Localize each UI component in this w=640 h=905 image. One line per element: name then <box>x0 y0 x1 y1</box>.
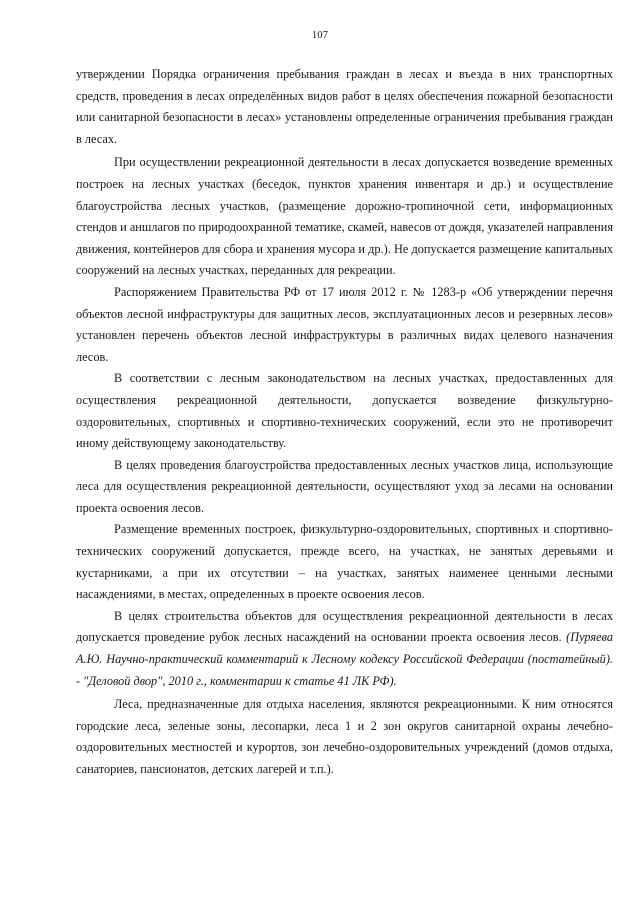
paragraph: При осуществлении рекреационной деятельности в лесах допускается возведение временных построек на лесных участках (беседок, пунктов хранения инвентаря и др.) и осуществление благоустройства лесных участков, (размещение дорожно-тропиночной сети, информационных стендов и аншлагов по природоохранной тематике, скамей, навесов от дождя, указателей направления движения, контейнеров для сбора и хранения мусора и др.). Не допускается размещение капитальных сооружений на лесных участках, переданных для рекреации. <box>76 155 613 278</box>
page-number: 107 <box>311 30 329 41</box>
paragraph: В целях проведения благоустройства предоставленных лесных участков лица, использующие леса для осуществления рекреационной деятельности, осуществляют уход за лесами на основании проекта освоения лесов. <box>76 457 613 515</box>
paragraph: Леса, предназначенные для отдыха населения, являются рекреационными. К ним относятся городские леса, зеленые зоны, лесопарки, леса 1 и 2 зон округов санитарной охраны лечебно-оздоровительных местностей и курортов, зон лечебно-оздоровительных учреждений (домов отдыха, санаториев, пансионатов, детских лагерей и т.п.). <box>76 697 613 776</box>
paragraph-with-citation <box>76 606 613 692</box>
paragraph-continued: утверждении Порядка ограничения пребывания граждан в лесах и въезда в них транспортных средств, проведения в лесах определённых видов работ в целях обеспечения пожарной безопасности или санитарной безопасности в лесах» установлены определенные ограничения пребывания граждан в лесах. <box>76 67 613 146</box>
citation: (Пуряева А.Ю. Научно-практический комментарий к Лесному кодексу Российской Федерации (постатейный). - "Деловой двор", 2010 г., комментарии к статье 41 ЛК РФ). <box>76 630 613 688</box>
paragraph-text: В целях строительства объектов для осуществления рекреационной деятельности в лесах допускается проведение рубок лесных насаждений на основании проекта освоения лесов. <box>76 608 613 645</box>
paragraph: В соответствии с лесным законодательством на лесных участках, предоставленных для осуществления рекреационной деятельности, допускается возведение физкультурно-оздоровительных, спортивных и спортивно-технических сооружений, если это не противоречит иному действующему законодательству. <box>76 371 613 451</box>
paragraph: Размещение временных построек, физкультурно-оздоровительных, спортивных и спортивно-технических сооружений допускается, прежде всего, на участках, не занятых деревьями и кустарниками, а при их отсутствии – на участках, занятых наименее ценными лесными насаждениями, в местах, определенных в проекте освоения лесов. <box>76 522 613 602</box>
paragraph: Распоряжением Правительства РФ от 17 июля 2012 г. № 1283-р «Об утверждении перечня объектов лесной инфраструктуры для защитных лесов, эксплуатационных лесов и резервных лесов» установлен перечень объектов лесной инфраструктуры в различных видах целевого назначения лесов. <box>76 284 613 364</box>
document-body <box>76 64 613 781</box>
